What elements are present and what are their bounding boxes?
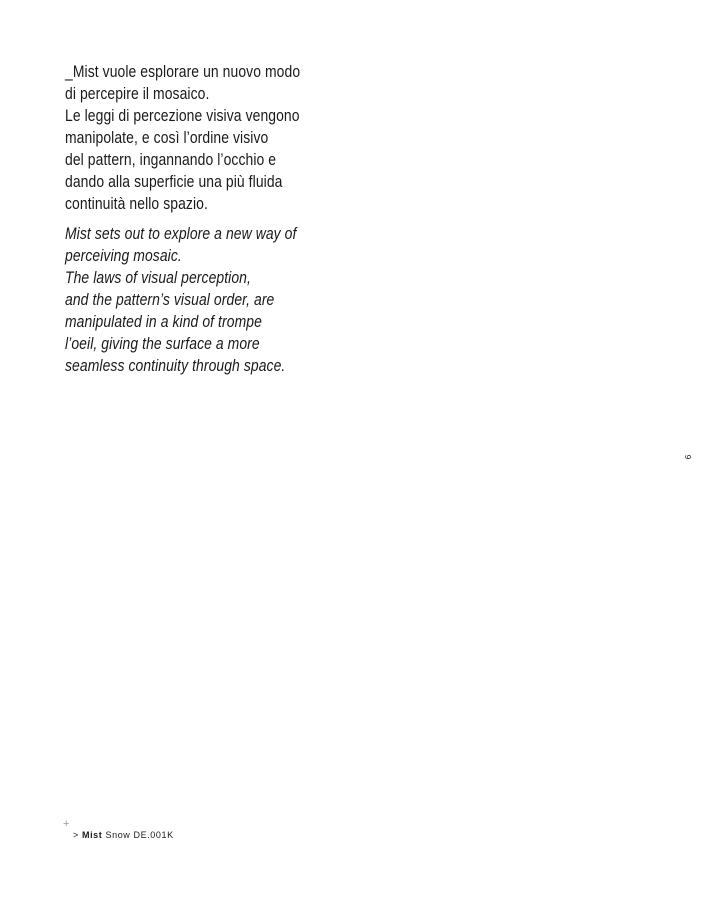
- plus-mark: +: [63, 818, 70, 830]
- page-number: 9: [683, 454, 692, 460]
- italian-line: manipolate, e così l’ordine visivo: [65, 129, 269, 147]
- italian-line: Le leggi di percezione visiva vengono: [65, 107, 300, 125]
- italian-line: continuità nello spazio.: [65, 195, 208, 213]
- english-paragraph: [65, 223, 323, 377]
- italian-paragraph: [65, 61, 323, 215]
- product-caption: [73, 830, 174, 841]
- caption-product-name: Mist: [81, 830, 103, 840]
- english-line: l’oeil, giving the surface a more: [65, 335, 260, 353]
- italian-line: del pattern, ingannando l’occhio e: [65, 151, 277, 169]
- english-line: and the pattern’s visual order, are: [65, 291, 275, 309]
- italian-line: _Mist vuole esplorare un nuovo modo: [65, 63, 301, 81]
- caption-arrow: >: [73, 830, 79, 840]
- english-line: manipulated in a kind of trompe: [65, 313, 262, 331]
- italian-line: di percepire il mosaico.: [65, 85, 210, 103]
- english-line: seamless continuity through space.: [65, 357, 286, 375]
- english-line: perceiving mosaic.: [65, 247, 182, 265]
- italian-line: dando alla superficie una più fluida: [65, 173, 283, 191]
- english-line: The laws of visual perception,: [65, 269, 251, 287]
- caption-variant: Snow DE.001K: [105, 830, 174, 840]
- english-line: Mist sets out to explore a new way of: [65, 225, 297, 243]
